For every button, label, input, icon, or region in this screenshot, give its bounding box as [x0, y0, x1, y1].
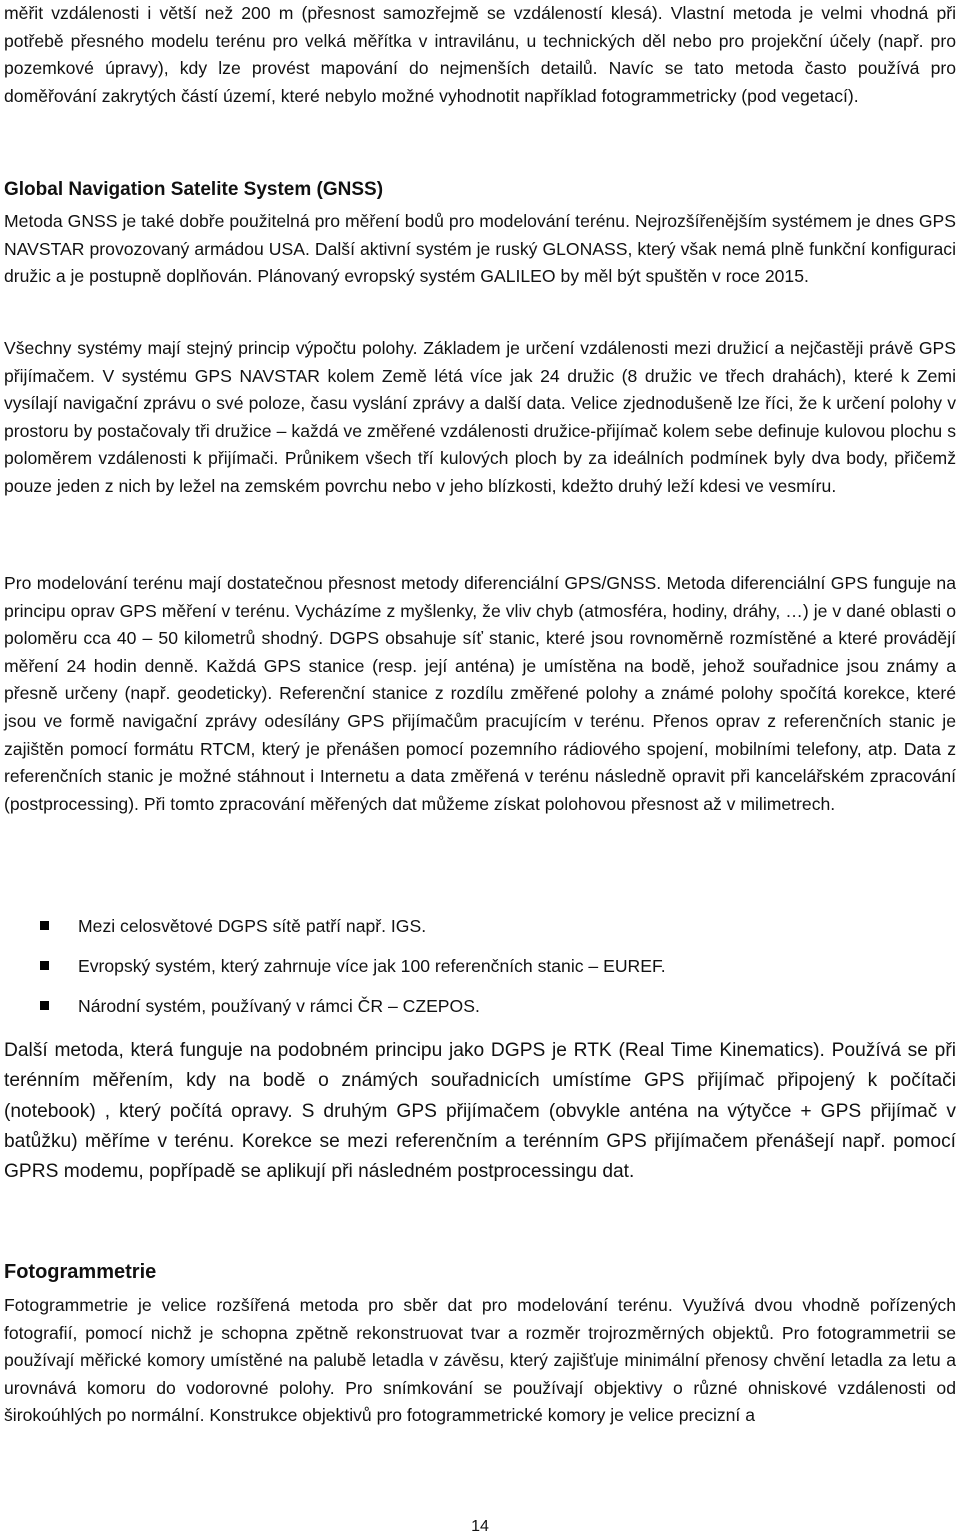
paragraph-dgps: Pro modelování terénu mají dostatečnou přesnost metody diferenciální GPS/GNSS. Metoda diferenciální GPS funguje na principu oprav GPS měření v terénu. Vycházíme z myšlenky, že vliv chyb (atmosféra, hodiny, dráhy, …) je v dané oblasti o poloměru cca 40 – 50 kilometrů shodný. DGPS obsahuje síť stanic, které jsou rovnoměrně rozmístěné a které provádějí měření 24 hodin denně. Každá GPS stanice (resp. její anténa) je umístěna na bodě, jehož souřadnice jsou známy a přesně určeny (např. geodeticky). Referenční stanice z rozdílu změřené polohy a známé polohy spočítá korekce, které jsou ve formě navigační zprávy odesílány GPS přijímačům pracujícím v terénu. Přenos oprav z referenčních stanic je zajištěn pomocí formátu RTCM, který je přenášen pomocí pozemního rádiového spojení, mobilními telefony, atp. Data z referenčních stanic je možné stáhnout i Internetu a data změřená v terénu následně opravit při kancelářském zpracování (postprocessing). Při tomto zpracování měřených dat můžeme získat polohovou přesnost až v milimetrech. — [4, 573, 956, 814]
paragraph-fotogrammetrie: Fotogrammetrie je velice rozšířená metoda pro sběr dat pro modelování terénu. Využívá dvou vhodně pořízených fotografií, pomocí nichž je schopna zpětně rekonstruovat tvar a rozměr trojrozměrných objektů. Pro fotogrammetrii se používají měřické komory umístěné na palubě letadla v závěsu, který zajišťuje minimální přenosy chvění letadla za letu a urovnává komoru do vodorovné polohy. Pro snímkování se používají objektivy o různé ohniskové vzdálenosti od širokoúhlých po normální. Konstrukce objektivů pro fotogrammetrické komory je velice precizní a — [4, 1295, 956, 1426]
list-item-text: Mezi celosvětové DGPS sítě patří např. IGS. — [78, 916, 427, 936]
paragraph-intro: měřit vzdálenosti i větší než 200 m (přesnost samozřejmě se vzdáleností klesá). Vlastní metoda je velmi vhodná při potřebě přesného modelu terénu pro velká měřítka v intravilánu, u technických děl nebo pro projekční účely (např. pro pozemkové úpravy), kdy lze provést mapování do nejmenších detailů. Navíc se tato metoda často používá pro doměřování zakrytých částí území, které nebylo možné vyhodnotit například fotogrammetricky (pod vegetací). — [4, 3, 956, 106]
list-item — [4, 992, 956, 1032]
list-item — [4, 912, 956, 952]
heading-gnss: Global Navigation Satelite System (GNSS) — [4, 179, 384, 200]
bullet-list — [4, 912, 956, 1032]
square-bullet-icon — [40, 921, 49, 930]
paragraph-principle: Všechny systémy mají stejný princip výpočtu polohy. Základem je určení vzdálenosti mezi družicí a nejčastěji právě GPS přijímačem. V systému GPS NAVSTAR kolem Země létá více jak 24 družic (8 družic ve třech drahách), které k Zemi vysílají navigační zprávu o své poloze, času vyslání zprávy a další data. Velice zjednodušeně lze říci, že k určení polohy v prostoru by postačovaly tři družice – každá ve změřené vzdálenosti družice-přijímač kolem sebe definuje kulovou plochu s poloměrem vzdálenosti k přijímači. Průnikem všech tří kulových ploch by za ideálních podmínek byly dva body, přičemž pouze jeden z nich by ležel na zemském povrchu nebo v jeho blízkosti, kdežto druhý leží kdesi ve vesmíru. — [4, 338, 956, 496]
paragraph-rtk: Další metoda, která funguje na podobném principu jako DGPS je RTK (Real Time Kinematics). Používá se při terénním měřením, kdy na bodě o známých souřadnicích umístíme GPS přijímač připojený k počítači (notebook) , který počítá opravy. S druhým GPS přijímačem (obvykle anténa na výtyčce + GPS přijímač v batůžku) měříme v terénu. Korekce se mezi referenčním a terénním GPS přijímačem přenášejí např. pomocí GPRS modemu, popřípadě se aplikují při následném postprocessingu dat. — [4, 1040, 956, 1183]
page-number: 14 — [471, 1518, 489, 1535]
heading-fotogrammetrie: Fotogrammetrie — [4, 1261, 157, 1283]
list-item-text: Evropský systém, který zahrnuje více jak 100 referenčních stanic – EUREF. — [78, 956, 666, 976]
square-bullet-icon — [40, 1001, 49, 1010]
square-bullet-icon — [40, 961, 49, 970]
list-item — [4, 952, 956, 992]
paragraph-gnss: Metoda GNSS je také dobře použitelná pro měření bodů pro modelování terénu. Nejrozšířenějším systémem je dnes GPS NAVSTAR provozovaný armádou USA. Další aktivní systém je ruský GLONASS, který však nemá plně funkční konfiguraci družic a je postupně doplňován. Plánovaný evropský systém GALILEO by měl být spuštěn v roce 2015. — [4, 211, 956, 287]
list-item-text: Národní systém, používaný v rámci ČR – CZEPOS. — [78, 996, 480, 1016]
